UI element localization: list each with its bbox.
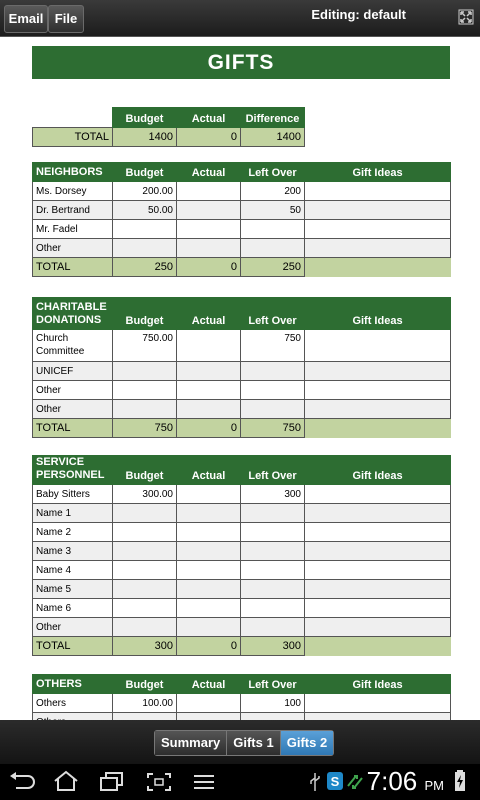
total-left-over[interactable]: 250 [241, 258, 305, 277]
table-row [33, 220, 451, 239]
gift-ideas-cell[interactable] [305, 400, 451, 419]
total-actual[interactable]: 0 [177, 258, 241, 277]
gift-ideas-cell[interactable] [305, 694, 451, 713]
gift-ideas-cell[interactable] [305, 523, 451, 542]
total-left-over[interactable]: 300 [241, 637, 305, 656]
header-budget: Budget [113, 456, 177, 485]
blank-cell [305, 258, 451, 277]
actual-cell[interactable] [177, 381, 241, 400]
menu-icon[interactable] [192, 773, 216, 791]
email-button[interactable]: Email [4, 5, 48, 33]
total-label[interactable]: TOTAL [33, 258, 113, 277]
left-over-cell[interactable] [241, 542, 305, 561]
header-budget: Budget [113, 675, 177, 694]
left-over-cell[interactable] [241, 400, 305, 419]
gift-ideas-cell[interactable] [305, 504, 451, 523]
header-actual: Actual [177, 108, 241, 128]
header-gift-ideas: Gift Ideas [305, 298, 451, 330]
budget-cell[interactable] [113, 381, 177, 400]
table-row [33, 239, 451, 258]
clock-ampm: PM [424, 778, 444, 793]
actual-cell[interactable] [177, 504, 241, 523]
gift-ideas-cell[interactable] [305, 580, 451, 599]
system-navigation-bar [0, 764, 480, 800]
row-name-cell[interactable]: Name 2 [33, 523, 113, 542]
file-button[interactable]: File [48, 5, 84, 33]
gift-ideas-cell[interactable] [305, 485, 451, 504]
sync-icon [346, 772, 364, 792]
sheet-title: GIFTS [32, 46, 450, 79]
row-name-cell[interactable]: UNICEF [33, 362, 113, 381]
left-over-cell[interactable] [241, 618, 305, 637]
budget-cell[interactable] [113, 599, 177, 618]
budget-cell[interactable] [113, 580, 177, 599]
table-row [33, 362, 451, 381]
header-actual: Actual [177, 456, 241, 485]
table-row [33, 618, 451, 637]
left-over-cell[interactable]: 50 [241, 201, 305, 220]
left-over-cell[interactable]: 100 [241, 694, 305, 713]
actual-cell[interactable] [177, 618, 241, 637]
left-over-cell[interactable] [241, 220, 305, 239]
service-personnel-table [32, 455, 451, 656]
table-row [33, 381, 451, 400]
actual-cell[interactable] [177, 330, 241, 362]
row-name-cell[interactable]: Ms. Dorsey [33, 182, 113, 201]
total-difference[interactable]: 1400 [241, 128, 305, 147]
budget-cell[interactable]: 750.00 [113, 330, 177, 362]
budget-cell[interactable] [113, 362, 177, 381]
row-name-cell[interactable]: Other [33, 400, 113, 419]
row-name-cell[interactable]: Other [33, 239, 113, 258]
actual-cell[interactable] [177, 580, 241, 599]
blank-cell [305, 419, 451, 438]
row-name-cell[interactable]: Name 1 [33, 504, 113, 523]
table-row [33, 201, 451, 220]
actual-cell[interactable] [177, 694, 241, 713]
skype-icon [326, 771, 344, 791]
charitable-donations-table [32, 297, 451, 438]
gift-ideas-cell[interactable] [305, 182, 451, 201]
row-name-cell[interactable]: Others [33, 694, 113, 713]
left-over-cell[interactable]: 200 [241, 182, 305, 201]
section-title: SERVICE PERSONNEL [33, 456, 113, 485]
budget-cell[interactable]: 300.00 [113, 485, 177, 504]
budget-cell[interactable] [113, 504, 177, 523]
header-left-over: Left Over [241, 456, 305, 485]
actual-cell[interactable] [177, 599, 241, 618]
row-name-cell[interactable]: Name 6 [33, 599, 113, 618]
header-left-over: Left Over [241, 163, 305, 182]
actual-cell[interactable] [177, 485, 241, 504]
editing-label: Editing: default [311, 7, 406, 22]
table-row [33, 504, 451, 523]
section-title: OTHERS [33, 675, 113, 694]
header-gift-ideas: Gift Ideas [305, 456, 451, 485]
left-over-cell[interactable] [241, 504, 305, 523]
total-row [33, 258, 451, 277]
total-row [33, 637, 451, 656]
left-over-cell[interactable] [241, 580, 305, 599]
screenshot-icon[interactable] [146, 772, 172, 792]
actual-cell[interactable] [177, 220, 241, 239]
gift-ideas-cell[interactable] [305, 330, 451, 362]
gift-ideas-cell[interactable] [305, 239, 451, 258]
left-over-cell[interactable]: 300 [241, 485, 305, 504]
table-row [33, 561, 451, 580]
header-actual: Actual [177, 163, 241, 182]
budget-cell[interactable]: 50.00 [113, 201, 177, 220]
total-budget[interactable]: 250 [113, 258, 177, 277]
table-row [33, 182, 451, 201]
total-label[interactable]: TOTAL [33, 637, 113, 656]
svg-text:S: S [330, 774, 340, 789]
clock [367, 766, 444, 797]
row-name-cell[interactable]: Mr. Fadel [33, 220, 113, 239]
total-left-over[interactable]: 750 [241, 419, 305, 438]
recent-apps-icon[interactable] [98, 772, 126, 792]
table-row [33, 523, 451, 542]
summary-table [32, 107, 305, 147]
row-name-cell[interactable]: Name 4 [33, 561, 113, 580]
budget-cell[interactable] [113, 618, 177, 637]
actual-cell[interactable] [177, 362, 241, 381]
header-difference: Difference [241, 108, 305, 128]
row-name-cell[interactable]: Name 5 [33, 580, 113, 599]
left-over-cell[interactable] [241, 561, 305, 580]
header-budget: Budget [113, 298, 177, 330]
total-budget[interactable]: 750 [113, 419, 177, 438]
left-over-cell[interactable] [241, 523, 305, 542]
total-label[interactable]: TOTAL [33, 419, 113, 438]
header-left-over: Left Over [241, 675, 305, 694]
actual-cell[interactable] [177, 523, 241, 542]
actual-cell[interactable] [177, 201, 241, 220]
row-name-cell[interactable]: Dr. Bertrand [33, 201, 113, 220]
budget-cell[interactable] [113, 523, 177, 542]
table-row [33, 580, 451, 599]
back-icon[interactable] [8, 772, 36, 792]
gift-ideas-cell[interactable] [305, 599, 451, 618]
spreadsheet-view[interactable] [0, 37, 480, 720]
header-budget: Budget [113, 163, 177, 182]
usb-icon [308, 772, 322, 792]
battery-icon [454, 770, 466, 792]
gift-ideas-cell[interactable] [305, 542, 451, 561]
tab-gifts-1[interactable]: Gifts 1 [227, 731, 280, 755]
header-actual: Actual [177, 675, 241, 694]
table-row [33, 542, 451, 561]
gift-ideas-cell[interactable] [305, 381, 451, 400]
section-title: CHARITABLE DONATIONS [33, 298, 113, 330]
tab-summary[interactable]: Summary [155, 731, 227, 755]
tab-gifts-2[interactable]: Gifts 2 [281, 731, 333, 755]
total-actual[interactable]: 0 [177, 128, 241, 147]
gift-ideas-cell[interactable] [305, 362, 451, 381]
row-name-cell[interactable]: Other [33, 381, 113, 400]
gift-ideas-cell[interactable] [305, 220, 451, 239]
total-actual[interactable]: 0 [177, 419, 241, 438]
actual-cell[interactable] [177, 239, 241, 258]
gift-ideas-cell[interactable] [305, 201, 451, 220]
header-budget: Budget [113, 108, 177, 128]
home-icon[interactable] [52, 770, 80, 792]
gift-ideas-cell[interactable] [305, 561, 451, 580]
gift-ideas-cell[interactable] [305, 618, 451, 637]
blank-cell [33, 108, 113, 128]
budget-cell[interactable]: 200.00 [113, 182, 177, 201]
row-name-cell[interactable]: Church Committee [33, 330, 113, 362]
table-row [33, 694, 451, 713]
row-name-cell[interactable]: Name 3 [33, 542, 113, 561]
left-over-cell[interactable] [241, 599, 305, 618]
budget-cell[interactable] [113, 542, 177, 561]
section-title: NEIGHBORS [33, 163, 113, 182]
total-budget[interactable]: 300 [113, 637, 177, 656]
budget-cell[interactable] [113, 220, 177, 239]
row-name-cell[interactable]: Other [33, 618, 113, 637]
neighbors-table [32, 162, 451, 277]
clock-time: 7:06 [366, 766, 418, 796]
actual-cell[interactable] [177, 400, 241, 419]
left-over-cell[interactable] [241, 381, 305, 400]
total-row [33, 419, 451, 438]
table-row [33, 599, 451, 618]
left-over-cell[interactable] [241, 362, 305, 381]
total-label[interactable]: TOTAL [33, 128, 113, 147]
table-row [33, 400, 451, 419]
actual-cell[interactable] [177, 561, 241, 580]
budget-cell[interactable] [113, 239, 177, 258]
budget-cell[interactable] [113, 561, 177, 580]
blank-cell [305, 637, 451, 656]
sheet-tab-bar [0, 720, 480, 764]
total-actual[interactable]: 0 [177, 637, 241, 656]
table-row [33, 485, 451, 504]
header-gift-ideas: Gift Ideas [305, 163, 451, 182]
left-over-cell[interactable]: 750 [241, 330, 305, 362]
budget-cell[interactable] [113, 400, 177, 419]
row-name-cell[interactable]: Baby Sitters [33, 485, 113, 504]
header-left-over: Left Over [241, 298, 305, 330]
left-over-cell[interactable] [241, 239, 305, 258]
actual-cell[interactable] [177, 182, 241, 201]
header-actual: Actual [177, 298, 241, 330]
header-gift-ideas: Gift Ideas [305, 675, 451, 694]
actual-cell[interactable] [177, 542, 241, 561]
table-row [33, 330, 451, 362]
sheet-tabs [154, 730, 334, 756]
budget-cell[interactable]: 100.00 [113, 694, 177, 713]
total-budget[interactable]: 1400 [113, 128, 177, 147]
expand-icon[interactable] [458, 9, 474, 25]
top-action-bar [0, 0, 480, 37]
